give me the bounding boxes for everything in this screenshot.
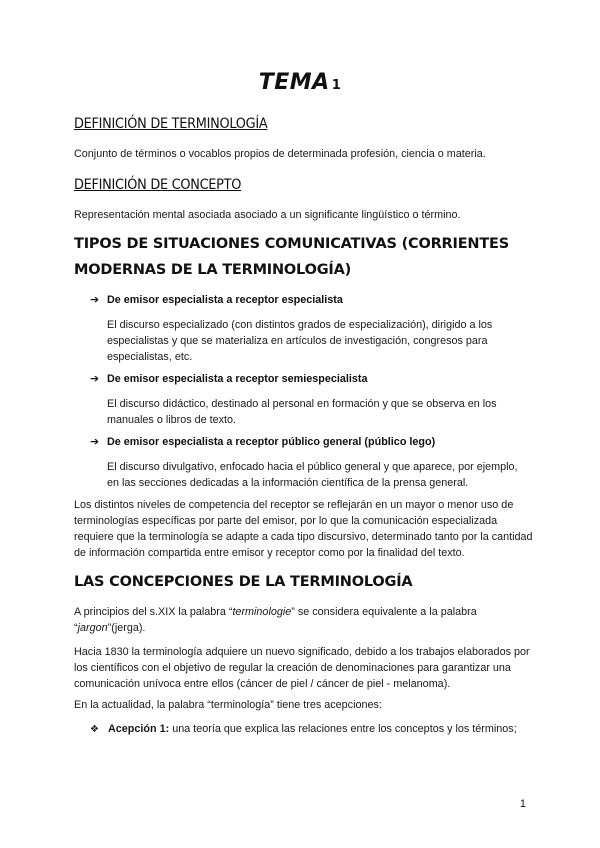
- p1-part-a: A principios del s.XIX la palabra “: [74, 606, 233, 618]
- heading-def-concepto: DEFINICIÓN DE CONCEPTO: [74, 177, 242, 193]
- bullet-item-1: [90, 292, 530, 308]
- acepcion-label: Acepción 1:: [108, 723, 170, 735]
- heading-def-terminologia: DEFINICIÓN DE TERMINOLOGÍA: [74, 116, 268, 132]
- title-text: TEMA: [258, 70, 330, 95]
- heading-concepciones: LAS CONCEPCIONES DE LA TERMINOLOGÍA: [74, 574, 413, 590]
- bullet-label: De emisor especialista a receptor semiespecialista: [107, 373, 368, 385]
- p1-part-c: ”(jerga).: [107, 622, 146, 634]
- bullet-text-1: El discurso especializado (con distintos grados de especialización), dirigido a los especialistas y que se materializa en artículos de investigación, congresos para especialistas, etc.: [107, 319, 493, 363]
- acepcion-item-1: [90, 721, 530, 738]
- arrow-right-icon: ➔: [90, 294, 100, 306]
- text-concepciones-p2: Hacia 1830 la terminología adquiere un nuevo significado, debido a los trabajos elaborados por los científicos con el objetivo de regular la creación de denominaciones para garantizar una comunicación unívoca entre ellos (cáncer de piel / cáncer de piel - melanoma).: [74, 646, 530, 690]
- bullet-text-3: El discurso divulgativo, enfocado hacia el público general y que aparece, por ejemplo, en las secciones dedicadas a la información científica de la prensa general.: [107, 461, 518, 489]
- bullet-text-2: El discurso didáctico, destinado al personal en formación y que se observa en los manuales o libros de texto.: [107, 398, 497, 426]
- text-def-terminologia: Conjunto de términos o vocablos propios de determinada profesión, ciencia o materia.: [74, 148, 486, 160]
- heading-tipos: TIPOS DE SITUACIONES COMUNICATIVAS (CORRIENTES MODERNAS DE LA TERMINOLOGÍA): [74, 236, 509, 278]
- bullet-label: De emisor especialista a receptor público general (público lego): [107, 436, 436, 448]
- diamond-bullet-icon: ❖: [90, 724, 99, 735]
- acepcion-text: una teoría que explica las relaciones entre los conceptos y los términos;: [169, 723, 517, 735]
- page-title: [0, 70, 600, 95]
- text-concepciones-p3: En la actualidad, la palabra “terminología” tiene tres acepciones:: [74, 699, 382, 711]
- text-def-concepto: Representación mental asociada asociado a un significante lingüístico o término.: [74, 209, 461, 221]
- text-concepciones-p1: [74, 604, 536, 636]
- term-jargon: jargon: [77, 622, 108, 634]
- title-number: 1: [331, 78, 342, 93]
- page-number: 1: [519, 798, 526, 810]
- bullet-item-3: [90, 434, 530, 450]
- p1-part-b: ” se considera equivalente a la palabra “: [74, 606, 477, 634]
- term-terminologie: terminologie: [232, 606, 292, 618]
- arrow-right-icon: ➔: [90, 373, 100, 385]
- arrow-right-icon: ➔: [90, 436, 100, 448]
- text-tipos-closing: Los distintos niveles de competencia del receptor se reflejarán en un mayor o menor uso de terminologías específicas por parte del emisor, por lo que la comunicación especializada requiere que la terminología se adapte a cada tipo discursivo, determinado tanto por la cantidad de información compartida entre emisor y receptor como por la finalidad del texto.: [74, 499, 533, 559]
- bullet-item-2: [90, 371, 530, 387]
- bullet-label: De emisor especialista a receptor especialista: [107, 294, 343, 306]
